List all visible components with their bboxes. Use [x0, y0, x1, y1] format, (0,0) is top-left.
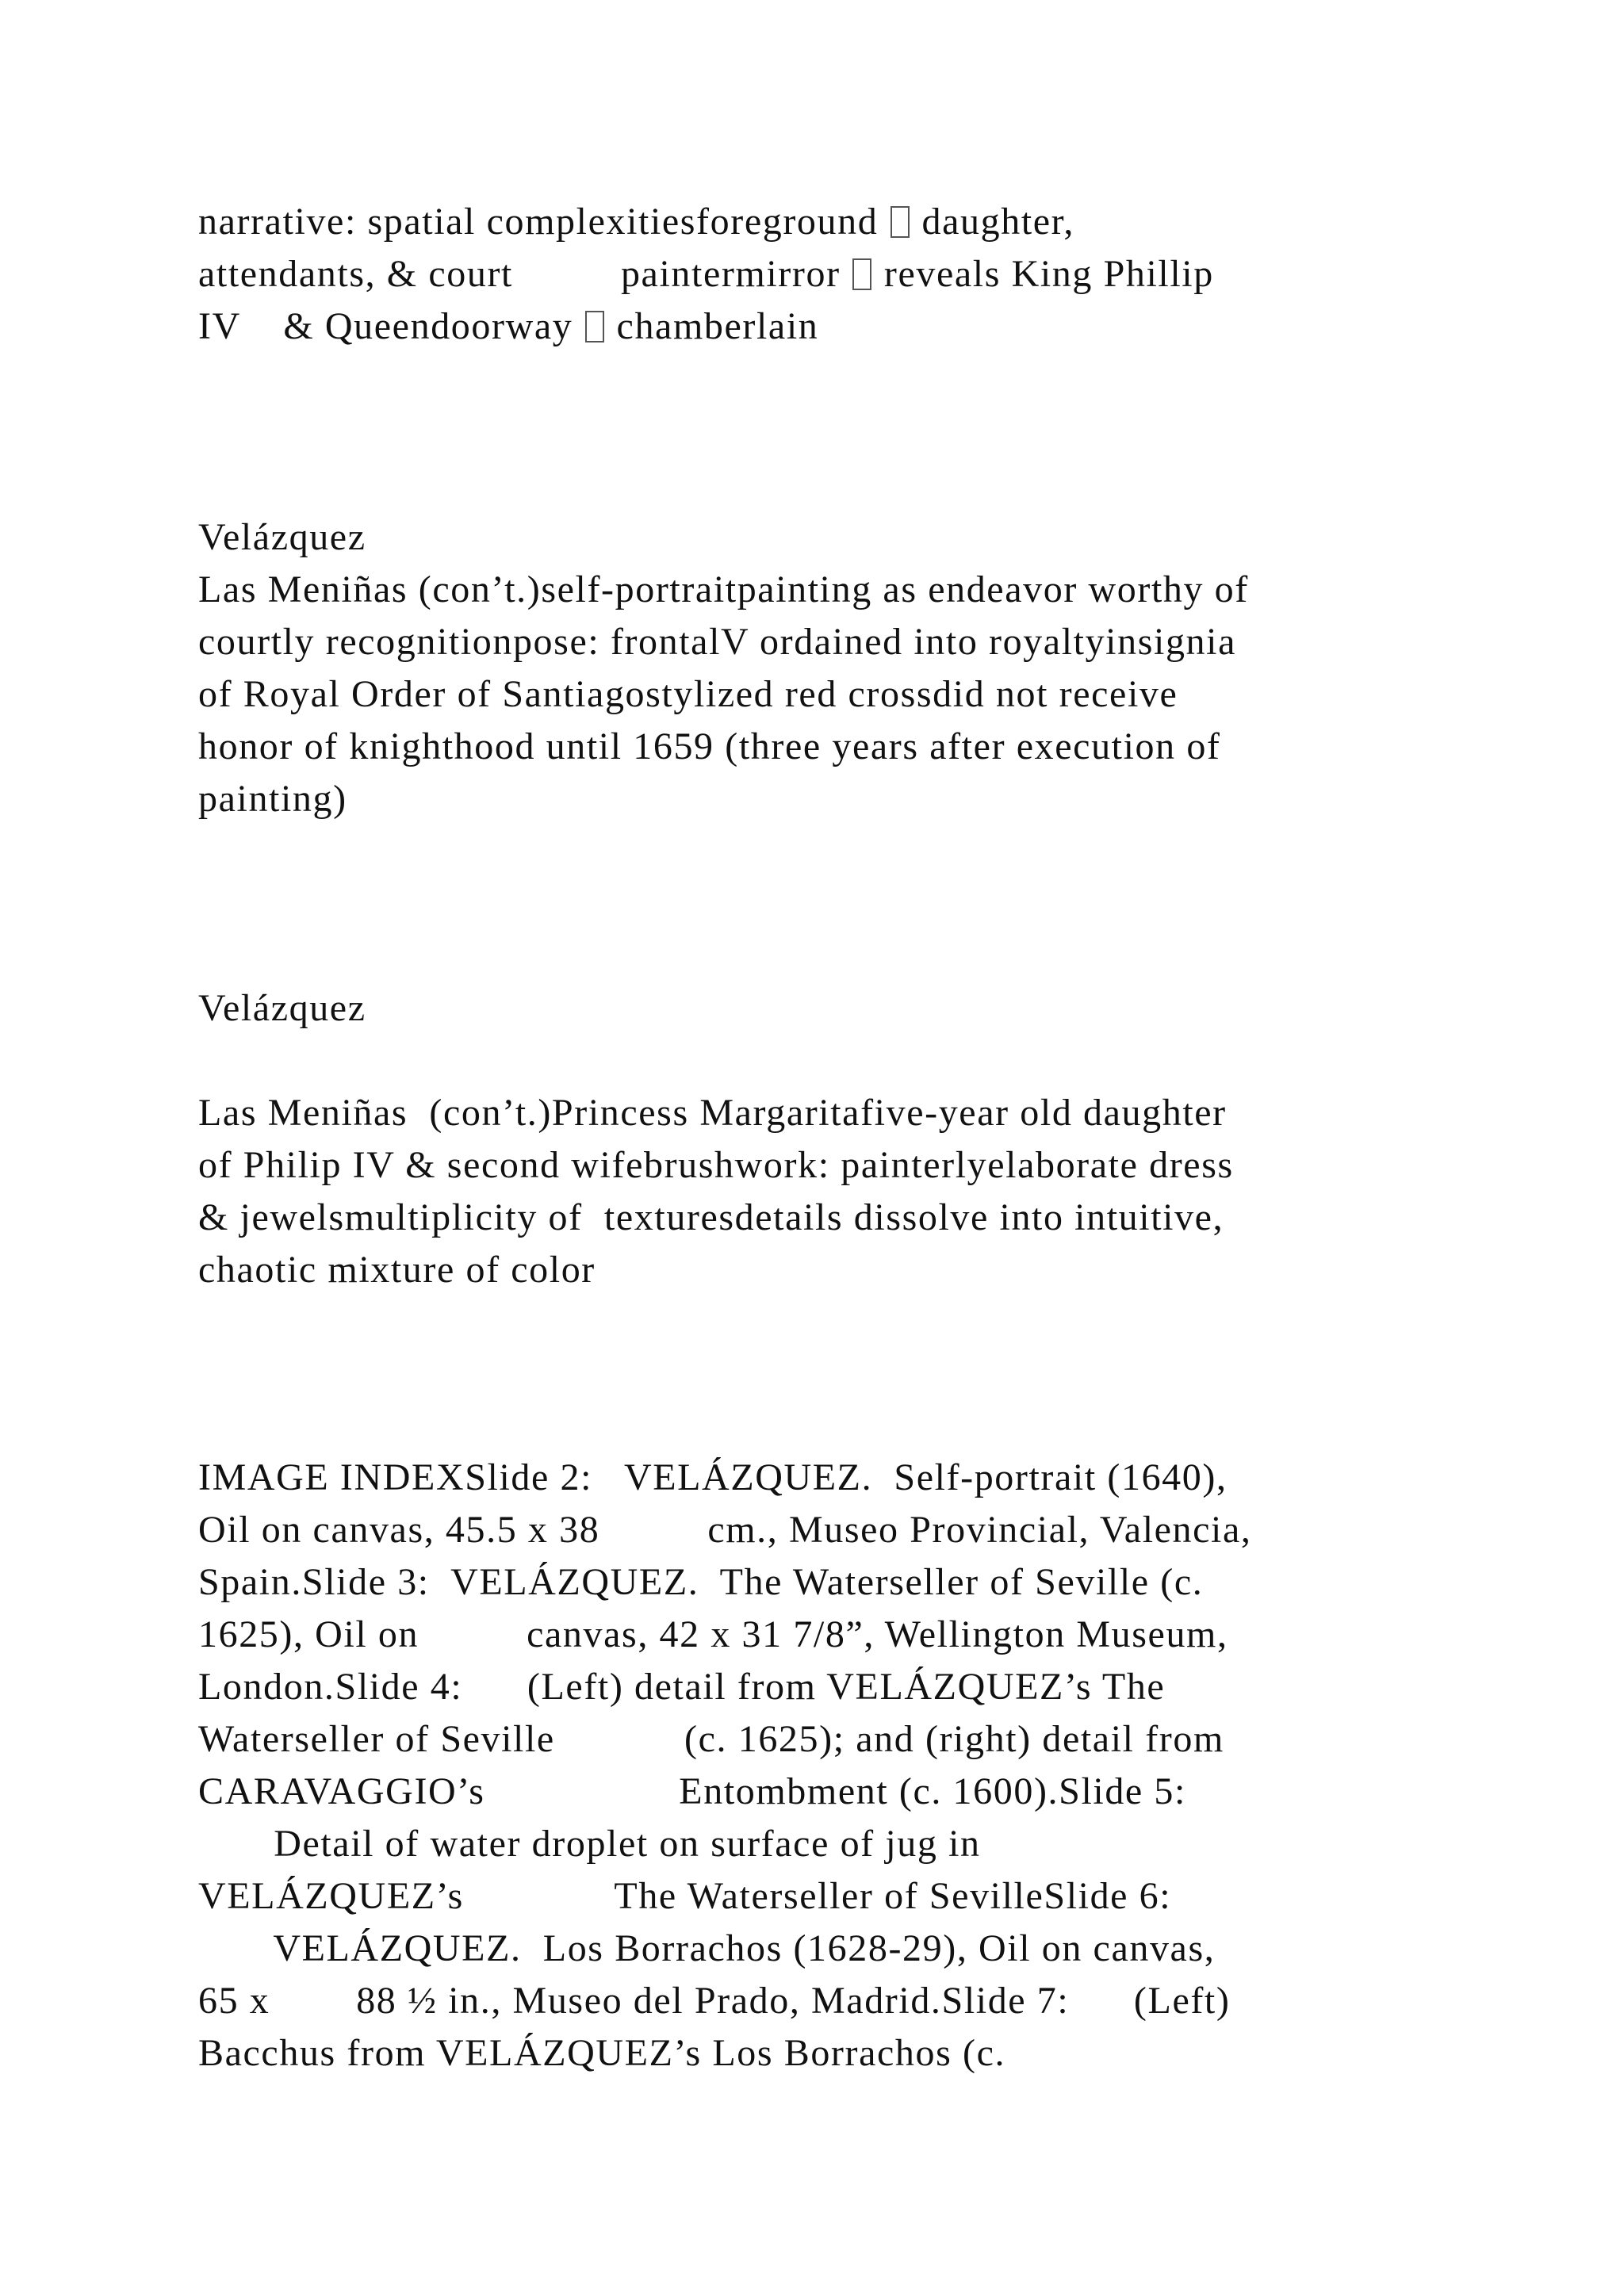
text-line: [198, 301, 818, 352]
text-line: painting): [198, 778, 347, 820]
text-line: chaotic mixture of color: [198, 1249, 596, 1291]
text-segment: daughter,: [910, 201, 1074, 243]
section-heading: Velázquez: [198, 516, 366, 558]
text-line: honor of knighthood until 1659 (three years after execution of: [198, 725, 1221, 767]
text-line: [198, 197, 1074, 247]
text-line: of Royal Order of Santiagostylized red crossdid not receive: [198, 673, 1178, 715]
text-segment: narrative: spatial complexitiesforeground: [198, 201, 889, 243]
text-line: Las Meniñas (con’t.)Princess Margaritafive-year old daughter: [198, 1092, 1227, 1134]
text-segment: reveals King Phillip: [873, 253, 1214, 295]
text-line: Bacchus from VELÁZQUEZ’s Los Borrachos (c.: [198, 2032, 1006, 2074]
section-heading: Velázquez: [198, 987, 366, 1029]
text-line: VELÁZQUEZ’s The Waterseller of SevilleSlide 6:: [198, 1875, 1172, 1917]
text-segment: chamberlain: [605, 305, 819, 347]
text-line: Detail of water droplet on surface of jug in: [198, 1823, 981, 1865]
text-line: 65 x 88 ½ in., Museo del Prado, Madrid.Slide 7: (Left): [198, 1980, 1231, 2022]
text-line: Las Meniñas (con’t.)self-portraitpainting as endeavor worthy of: [198, 568, 1249, 610]
text-line: 1625), Oil on canvas, 42 x 31 7/8”, Wellington Museum,: [198, 1613, 1228, 1655]
text-line: Oil on canvas, 45.5 x 38 cm., Museo Provincial, Valencia,: [198, 1509, 1252, 1551]
text-line: & jewelsmultiplicity of texturesdetails dissolve into intuitive,: [198, 1196, 1224, 1238]
text-line: IMAGE INDEXSlide 2: VELÁZQUEZ. Self-portrait (1640),: [198, 1456, 1228, 1498]
text-line: courtly recognitionpose: frontalV ordained into royaltyinsignia: [198, 621, 1236, 663]
text-line: [198, 249, 1214, 300]
text-segment: IV & Queendoorway: [198, 305, 584, 347]
text-line: Spain.Slide 3: VELÁZQUEZ. The Waterseller of Seville (c.: [198, 1561, 1204, 1603]
text-line: VELÁZQUEZ. Los Borrachos (1628-29), Oil on canvas,: [198, 1927, 1216, 1969]
missing-glyph-box-icon: [891, 206, 910, 238]
text-line: CARAVAGGIO’s Entombment (c. 1600).Slide 5:: [198, 1770, 1186, 1812]
missing-glyph-box-icon: [852, 258, 871, 290]
text-segment: attendants, & court paintermirror: [198, 253, 852, 295]
text-line: Waterseller of Seville (c. 1625); and (right) detail from: [198, 1718, 1224, 1760]
missing-glyph-box-icon: [585, 311, 604, 342]
text-line: of Philip IV & second wifebrushwork: painterlyelaborate dress: [198, 1144, 1234, 1186]
text-line: London.Slide 4: (Left) detail from VELÁZQUEZ’s The: [198, 1666, 1166, 1708]
